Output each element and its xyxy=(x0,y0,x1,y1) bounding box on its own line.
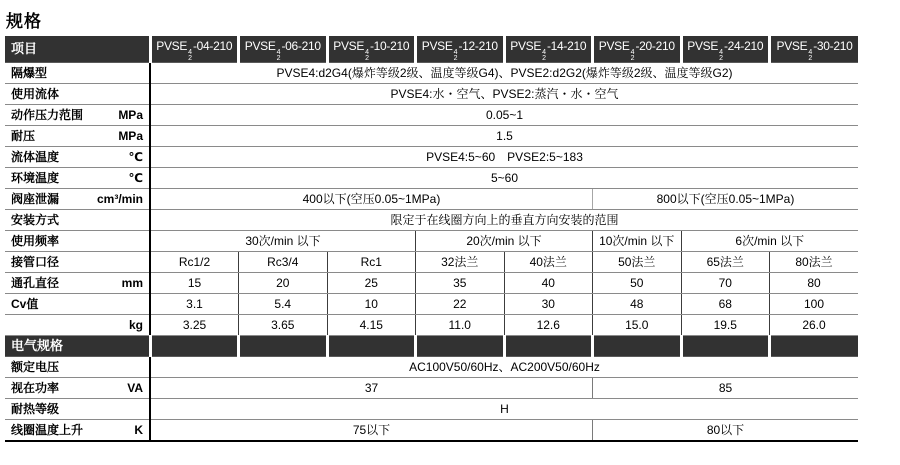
cell-value: 3.1 xyxy=(150,294,239,315)
cell-value: 20 xyxy=(239,273,328,294)
spec-row-port-size xyxy=(5,252,858,273)
cell-value: 80 xyxy=(770,273,859,294)
cell-value: 32法兰 xyxy=(416,252,505,273)
cell-value: 5.4 xyxy=(239,294,328,315)
model-prefix: PVSE xyxy=(333,39,365,53)
cell-value: 1.5 xyxy=(150,126,858,147)
section-cell xyxy=(150,336,239,357)
section-cell xyxy=(327,336,416,357)
model-suffix: -06-210 xyxy=(281,39,321,53)
model-fraction: 4 2 xyxy=(808,49,813,62)
cell-value: 0.05~1 xyxy=(150,105,858,126)
spec-row-rated-voltage xyxy=(5,357,858,378)
row-label xyxy=(5,315,150,336)
cell-value: 35 xyxy=(416,273,505,294)
cell-value: 40 xyxy=(504,273,593,294)
model-fraction: 4 2 xyxy=(276,49,281,62)
cell-value: PVSE4:d2G4(爆炸等级2级、温度等级G4)、PVSE2:d2G2(爆炸等级2级、温度等级G2) xyxy=(150,63,858,84)
cell-value: 10次/min 以下 xyxy=(593,231,682,252)
row-label: 环境温度 ℃ xyxy=(5,168,150,189)
cell-value: AC100V50/60Hz、AC200V50/60Hz xyxy=(150,357,858,378)
model-suffix: -14-210 xyxy=(546,39,587,53)
table-header-row xyxy=(5,36,858,63)
row-label: Cv值 xyxy=(5,294,150,315)
model-prefix: PVSE xyxy=(776,39,808,53)
cell-value: 25 xyxy=(327,273,416,294)
row-label: 通孔直径 mm xyxy=(5,273,150,294)
spec-row-apparent-power xyxy=(5,378,858,399)
row-unit: ℃ xyxy=(128,171,143,185)
model-suffix: -10-210 xyxy=(369,39,410,53)
section-cell xyxy=(504,336,593,357)
cell-value: Rc1 xyxy=(327,252,416,273)
row-label: 耐热等级 xyxy=(5,399,150,420)
model-prefix: PVSE xyxy=(156,39,188,53)
row-label: 流体温度 ℃ xyxy=(5,147,150,168)
cell-value: 80法兰 xyxy=(770,252,859,273)
cell-value: 15 xyxy=(150,273,239,294)
cell-value: 80以下 xyxy=(593,420,859,442)
cell-value: 100 xyxy=(770,294,859,315)
spec-row-explosion-proof xyxy=(5,63,858,84)
row-label: 额定电压 xyxy=(5,357,150,378)
cell-value: 3.65 xyxy=(239,315,328,336)
row-label: 线圈温度上升 K xyxy=(5,420,150,442)
cell-value: PVSE4:5~60 PVSE2:5~183 xyxy=(150,147,858,168)
cell-value: 400以下(空压0.05~1MPa) xyxy=(150,189,593,210)
cell-value: 19.5 xyxy=(681,315,770,336)
cell-value: 6次/min 以下 xyxy=(681,231,858,252)
row-label: 视在功率 VA xyxy=(5,378,150,399)
model-suffix: -30-210 xyxy=(813,39,853,53)
column-header-model-24 xyxy=(681,36,770,63)
section-cell xyxy=(416,336,505,357)
cell-value: 40法兰 xyxy=(504,252,593,273)
cell-value: 12.6 xyxy=(504,315,593,336)
spec-table xyxy=(5,36,858,442)
cell-value: Rc3/4 xyxy=(239,252,328,273)
spec-row-fluid xyxy=(5,84,858,105)
cell-value: 68 xyxy=(681,294,770,315)
row-unit: ℃ xyxy=(128,150,143,164)
model-prefix: PVSE xyxy=(421,39,453,53)
column-header-model-10 xyxy=(327,36,416,63)
column-header-model-20 xyxy=(593,36,682,63)
column-header-model-12 xyxy=(416,36,505,63)
cell-value: 26.0 xyxy=(770,315,859,336)
row-label: 阀座泄漏 cm³/min xyxy=(5,189,150,210)
cell-value: PVSE4:水・空气、PVSE2:蒸汽・水・空气 xyxy=(150,84,858,105)
row-label: 动作压力范围 MPa xyxy=(5,105,150,126)
page-title: 规格 xyxy=(6,12,42,31)
section-cell xyxy=(239,336,328,357)
row-unit: MPa xyxy=(118,108,143,122)
spec-row-ambient-temp xyxy=(5,168,858,189)
column-header-model-04 xyxy=(150,36,239,63)
cell-value: 10 xyxy=(327,294,416,315)
cell-value: 85 xyxy=(593,378,859,399)
cell-value: Rc1/2 xyxy=(150,252,239,273)
cell-value: 30次/min 以下 xyxy=(150,231,416,252)
section-cell xyxy=(770,336,859,357)
section-row-electrical xyxy=(5,336,858,357)
model-fraction: 4 2 xyxy=(453,49,458,62)
row-unit: K xyxy=(134,423,143,437)
cell-value: 20次/min 以下 xyxy=(416,231,593,252)
model-suffix: -12-210 xyxy=(458,39,498,53)
section-cell xyxy=(593,336,682,357)
cell-value: 37 xyxy=(150,378,593,399)
cell-value: 15.0 xyxy=(593,315,682,336)
column-header-model-14 xyxy=(504,36,593,63)
spec-row-cv xyxy=(5,294,858,315)
row-unit: cm³/min xyxy=(96,192,143,206)
column-header-model-30 xyxy=(770,36,859,63)
column-header-model-06 xyxy=(239,36,328,63)
cell-value: 限定于在线圈方向上的垂直方向安装的范围 xyxy=(150,210,858,231)
section-label: 电气规格 xyxy=(5,336,150,357)
spec-row-seat-leakage xyxy=(5,189,858,210)
model-suffix: -04-210 xyxy=(192,39,233,53)
cell-value: 22 xyxy=(416,294,505,315)
row-unit: mm xyxy=(121,276,143,290)
spec-row-mounting xyxy=(5,210,858,231)
spec-row-fluid-temp xyxy=(5,147,858,168)
cell-value: 4.15 xyxy=(327,315,416,336)
cell-value: 48 xyxy=(593,294,682,315)
cell-value: H xyxy=(150,399,858,420)
model-fraction: 4 2 xyxy=(188,49,192,62)
column-header-item: 项目 xyxy=(5,36,150,63)
cell-value: 11.0 xyxy=(416,315,505,336)
model-prefix: PVSE xyxy=(687,39,719,53)
row-label: 隔爆型 xyxy=(5,63,150,84)
spec-row-coil-temp-rise xyxy=(5,420,858,442)
cell-value: 3.25 xyxy=(150,315,239,336)
row-label: 使用频率 xyxy=(5,231,150,252)
cell-value: 70 xyxy=(681,273,770,294)
model-fraction: 4 2 xyxy=(542,49,546,62)
cell-value: 50 xyxy=(593,273,682,294)
row-unit: kg xyxy=(128,318,143,332)
row-label: 使用流体 xyxy=(5,84,150,105)
spec-row-working-pressure xyxy=(5,105,858,126)
cell-value: 800以下(空压0.05~1MPa) xyxy=(593,189,859,210)
row-label: 接管口径 xyxy=(5,252,150,273)
section-cell xyxy=(681,336,770,357)
spec-row-frequency xyxy=(5,231,858,252)
model-suffix: -24-210 xyxy=(723,39,764,53)
row-unit: VA xyxy=(127,381,143,395)
model-fraction: 4 2 xyxy=(365,49,369,62)
spec-row-weight xyxy=(5,315,858,336)
model-fraction: 4 2 xyxy=(630,49,635,62)
cell-value: 75以下 xyxy=(150,420,593,442)
model-prefix: PVSE xyxy=(510,39,542,53)
model-prefix: PVSE xyxy=(244,39,276,53)
cell-value: 30 xyxy=(504,294,593,315)
model-suffix: -20-210 xyxy=(635,39,675,53)
cell-value: 5~60 xyxy=(150,168,858,189)
row-label: 安装方式 xyxy=(5,210,150,231)
row-unit: MPa xyxy=(118,129,143,143)
spec-row-orifice-dia xyxy=(5,273,858,294)
spec-row-proof-pressure xyxy=(5,126,858,147)
model-prefix: PVSE xyxy=(598,39,630,53)
cell-value: 65法兰 xyxy=(681,252,770,273)
cell-value: 50法兰 xyxy=(593,252,682,273)
model-fraction: 4 2 xyxy=(719,49,723,62)
spec-row-heat-resistance xyxy=(5,399,858,420)
row-label: 耐压 MPa xyxy=(5,126,150,147)
